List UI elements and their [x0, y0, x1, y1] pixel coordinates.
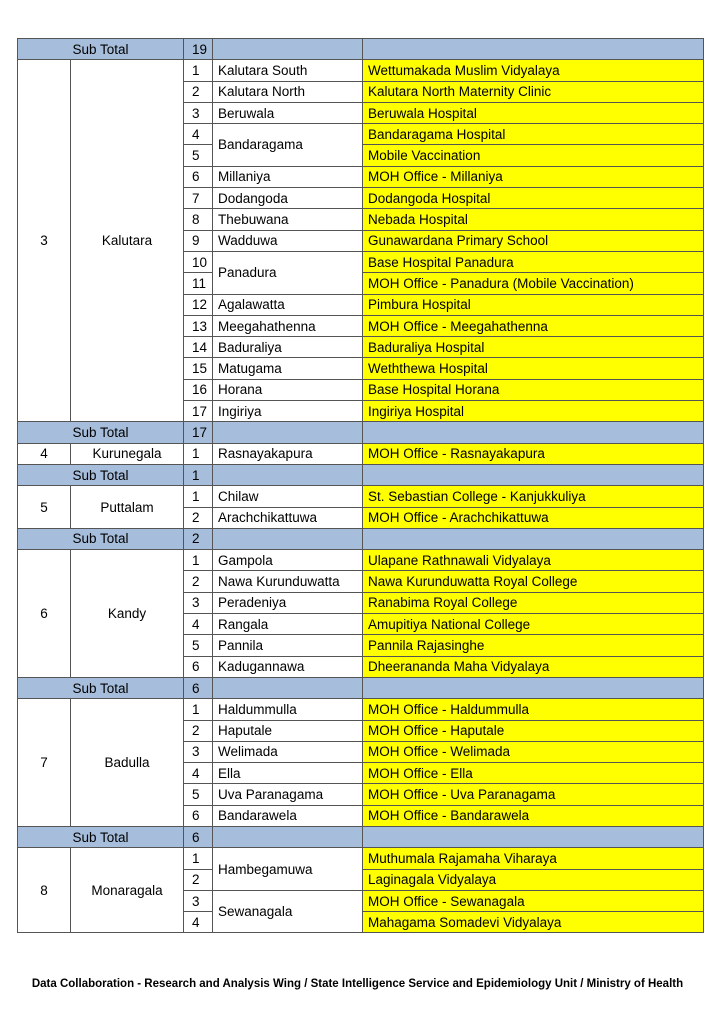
district-number: 7: [18, 699, 71, 827]
row-number: 3: [184, 741, 213, 762]
vaccination-site: Mobile Vaccination: [363, 145, 704, 166]
vaccination-site: MOH Office - Panadura (Mobile Vaccination): [363, 273, 704, 294]
vaccination-site: Pannila Rajasinghe: [363, 635, 704, 656]
subtotal-label: Sub Total: [18, 464, 184, 485]
subtotal-blank: [363, 422, 704, 443]
district-number: 3: [18, 60, 71, 422]
footer-credit: Data Collaboration - Research and Analysis Wing / State Intelligence Service and Epidemiology Unit / Ministry of Health: [31, 978, 684, 990]
vaccination-site: MOH Office - Haldummulla: [363, 699, 704, 720]
vaccination-centres-table: [17, 38, 704, 933]
moh-area: Peradeniya: [213, 592, 363, 613]
vaccination-site: Kalutara North Maternity Clinic: [363, 81, 704, 102]
subtotal-blank: [213, 464, 363, 485]
vaccination-site: St. Sebastian College - Kanjukkuliya: [363, 486, 704, 507]
subtotal-count: 6: [184, 826, 213, 847]
row-number: 1: [184, 443, 213, 464]
row-number: 5: [184, 784, 213, 805]
moh-area: Kalutara North: [213, 81, 363, 102]
subtotal-blank: [213, 528, 363, 549]
row-number: 12: [184, 294, 213, 315]
moh-area: Thebuwana: [213, 209, 363, 230]
moh-area: Horana: [213, 379, 363, 400]
row-number: 4: [184, 614, 213, 635]
vaccination-site: MOH Office - Millaniya: [363, 166, 704, 187]
moh-area: Arachchikattuwa: [213, 507, 363, 528]
row-number: 8: [184, 209, 213, 230]
moh-area: Sewanagala: [213, 890, 363, 933]
moh-area: Ella: [213, 763, 363, 784]
row-number: 7: [184, 188, 213, 209]
subtotal-label: Sub Total: [18, 677, 184, 698]
vaccination-site: Beruwala Hospital: [363, 102, 704, 123]
vaccination-site: MOH Office - Ella: [363, 763, 704, 784]
subtotal-row: [18, 464, 704, 485]
district-name: Kalutara: [71, 60, 184, 422]
subtotal-label: Sub Total: [18, 39, 184, 60]
district-name: Kurunegala: [71, 443, 184, 464]
row-number: 9: [184, 230, 213, 251]
vaccination-site: Nawa Kurunduwatta Royal College: [363, 571, 704, 592]
subtotal-count: 2: [184, 528, 213, 549]
row-number: 11: [184, 273, 213, 294]
vaccination-site: MOH Office - Welimada: [363, 741, 704, 762]
district-number: 6: [18, 550, 71, 678]
row-number: 1: [184, 60, 213, 81]
vaccination-site: Ulapane Rathnawali Vidyalaya: [363, 550, 704, 571]
subtotal-blank: [213, 39, 363, 60]
moh-area: Hambegamuwa: [213, 848, 363, 891]
subtotal-blank: [363, 464, 704, 485]
subtotal-blank: [363, 528, 704, 549]
district-number: 5: [18, 486, 71, 529]
moh-area: Pannila: [213, 635, 363, 656]
vaccination-site: Baduraliya Hospital: [363, 337, 704, 358]
vaccination-site: Gunawardana Primary School: [363, 230, 704, 251]
subtotal-row: [18, 677, 704, 698]
moh-area: Nawa Kurunduwatta: [213, 571, 363, 592]
subtotal-blank: [363, 826, 704, 847]
subtotal-row: [18, 39, 704, 60]
row-number: 14: [184, 337, 213, 358]
moh-area: Panadura: [213, 251, 363, 294]
subtotal-blank: [213, 677, 363, 698]
subtotal-row: [18, 528, 704, 549]
vaccination-site: Weththewa Hospital: [363, 358, 704, 379]
vaccination-site: Dodangoda Hospital: [363, 188, 704, 209]
subtotal-blank: [363, 39, 704, 60]
district-number: 4: [18, 443, 71, 464]
moh-area: Wadduwa: [213, 230, 363, 251]
row-number: 2: [184, 81, 213, 102]
row-number: 1: [184, 486, 213, 507]
subtotal-label: Sub Total: [18, 826, 184, 847]
vaccination-site: MOH Office - Rasnayakapura: [363, 443, 704, 464]
subtotal-row: [18, 422, 704, 443]
subtotal-count: 1: [184, 464, 213, 485]
moh-area: Ingiriya: [213, 401, 363, 422]
moh-area: Haputale: [213, 720, 363, 741]
vaccination-site: Nebada Hospital: [363, 209, 704, 230]
vaccination-site: Muthumala Rajamaha Viharaya: [363, 848, 704, 869]
moh-area: Baduraliya: [213, 337, 363, 358]
vaccination-site: MOH Office - Arachchikattuwa: [363, 507, 704, 528]
row-number: 16: [184, 379, 213, 400]
row-number: 1: [184, 848, 213, 869]
vaccination-site: Wettumakada Muslim Vidyalaya: [363, 60, 704, 81]
subtotal-row: [18, 826, 704, 847]
moh-area: Beruwala: [213, 102, 363, 123]
vaccination-site: Base Hospital Horana: [363, 379, 704, 400]
moh-area: Agalawatta: [213, 294, 363, 315]
row-number: 2: [184, 571, 213, 592]
vaccination-site: Pimbura Hospital: [363, 294, 704, 315]
moh-area: Bandaragama: [213, 124, 363, 167]
moh-area: Bandarawela: [213, 805, 363, 826]
row-number: 13: [184, 315, 213, 336]
vaccination-site: Base Hospital Panadura: [363, 251, 704, 272]
district-name: Monaragala: [71, 848, 184, 933]
subtotal-blank: [213, 826, 363, 847]
row-number: 3: [184, 592, 213, 613]
row-number: 1: [184, 550, 213, 571]
row-number: 3: [184, 890, 213, 911]
subtotal-count: 17: [184, 422, 213, 443]
row-number: 4: [184, 763, 213, 784]
moh-area: Kadugannawa: [213, 656, 363, 677]
vaccination-site: Ingiriya Hospital: [363, 401, 704, 422]
subtotal-blank: [363, 677, 704, 698]
district-name: Badulla: [71, 699, 184, 827]
row-number: 17: [184, 401, 213, 422]
row-number: 6: [184, 656, 213, 677]
moh-area: Millaniya: [213, 166, 363, 187]
table-row: [18, 848, 704, 869]
moh-area: Chilaw: [213, 486, 363, 507]
moh-area: Rangala: [213, 614, 363, 635]
row-number: 6: [184, 166, 213, 187]
row-number: 4: [184, 912, 213, 933]
row-number: 2: [184, 507, 213, 528]
subtotal-label: Sub Total: [18, 528, 184, 549]
vaccination-site: Mahagama Somadevi Vidyalaya: [363, 912, 704, 933]
row-number: 15: [184, 358, 213, 379]
subtotal-count: 6: [184, 677, 213, 698]
vaccination-site: MOH Office - Haputale: [363, 720, 704, 741]
row-number: 4: [184, 124, 213, 145]
district-name: Puttalam: [71, 486, 184, 529]
table-row: [18, 486, 704, 507]
vaccination-site: MOH Office - Bandarawela: [363, 805, 704, 826]
moh-area: Welimada: [213, 741, 363, 762]
table-row: [18, 60, 704, 81]
row-number: 10: [184, 251, 213, 272]
vaccination-site: Amupitiya National College: [363, 614, 704, 635]
moh-area: Rasnayakapura: [213, 443, 363, 464]
row-number: 2: [184, 869, 213, 890]
moh-area: Uva Paranagama: [213, 784, 363, 805]
district-name: Kandy: [71, 550, 184, 678]
moh-area: Dodangoda: [213, 188, 363, 209]
subtotal-blank: [213, 422, 363, 443]
row-number: 2: [184, 720, 213, 741]
row-number: 5: [184, 145, 213, 166]
moh-area: Kalutara South: [213, 60, 363, 81]
moh-area: Meegahathenna: [213, 315, 363, 336]
row-number: 1: [184, 699, 213, 720]
row-number: 6: [184, 805, 213, 826]
moh-area: Matugama: [213, 358, 363, 379]
subtotal-label: Sub Total: [18, 422, 184, 443]
subtotal-count: 19: [184, 39, 213, 60]
row-number: 3: [184, 102, 213, 123]
district-number: 8: [18, 848, 71, 933]
vaccination-site: Bandaragama Hospital: [363, 124, 704, 145]
table-row: [18, 443, 704, 464]
vaccination-site: Laginagala Vidyalaya: [363, 869, 704, 890]
vaccination-site: Dheerananda Maha Vidyalaya: [363, 656, 704, 677]
moh-area: Gampola: [213, 550, 363, 571]
table-row: [18, 699, 704, 720]
vaccination-site: Ranabima Royal College: [363, 592, 704, 613]
table-row: [18, 550, 704, 571]
vaccination-site: MOH Office - Sewanagala: [363, 890, 704, 911]
moh-area: Haldummulla: [213, 699, 363, 720]
vaccination-site: MOH Office - Uva Paranagama: [363, 784, 704, 805]
vaccination-site: MOH Office - Meegahathenna: [363, 315, 704, 336]
row-number: 5: [184, 635, 213, 656]
